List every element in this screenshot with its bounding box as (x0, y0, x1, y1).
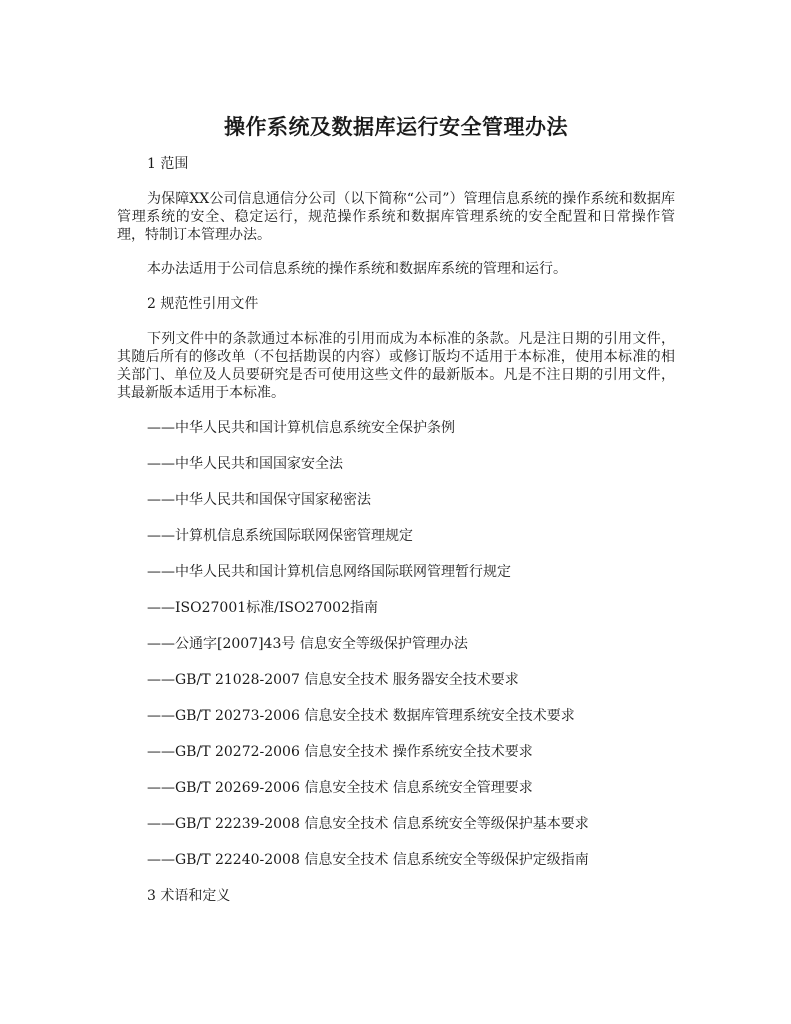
reference-item: ——GB/T 22240-2008 信息安全技术 信息系统安全等级保护定级指南 (147, 852, 589, 868)
reference-item: ——中华人民共和国计算机信息系统安全保护条例 (147, 420, 455, 436)
document-title: 操作系统及数据库运行安全管理办法 (224, 114, 568, 139)
reference-item: ——计算机信息系统国际联网保密管理规定 (147, 528, 413, 544)
reference-item: ——中华人民共和国计算机信息网络国际联网管理暂行规定 (147, 564, 511, 580)
reference-item: ——GB/T 20269-2006 信息安全技术 信息系统安全管理要求 (147, 780, 533, 796)
reference-item: ——中华人民共和国国家安全法 (147, 456, 343, 472)
section-2-heading: 2 规范性引用文件 (147, 296, 259, 312)
reference-list (117, 418, 675, 870)
section-1-paragraph-1: 为保障XX公司信息通信分公司（以下简称“公司”）管理信息系统的操作系统和数据库管理系统的安全、稳定运行，规范操作系统和数据库管理系统的安全配置和日常操作管理，特制订本管理办法。 (117, 191, 675, 243)
section-2-paragraph: 下列文件中的条款通过本标准的引用而成为本标准的条款。凡是注日期的引用文件，其随后所有的修改单（不包括勘误的内容）或修订版均不适用于本标准，使用本标准的相关部门、单位及人员要研究是否可使用这些文件的最新版本。凡是不注日期的引用文件，其最新版本适用于本标准。 (117, 331, 675, 401)
reference-item: ——GB/T 20273-2006 信息安全技术 数据库管理系统安全技术要求 (147, 708, 575, 724)
section-1-heading: 1 范围 (147, 156, 189, 172)
reference-item: ——GB/T 21028-2007 信息安全技术 服务器安全技术要求 (147, 672, 519, 688)
reference-item: ——GB/T 20272-2006 信息安全技术 操作系统安全技术要求 (147, 744, 533, 760)
reference-item: ——公通字[2007]43号 信息安全等级保护管理办法 (147, 636, 468, 652)
reference-item: ——GB/T 22239-2008 信息安全技术 信息系统安全等级保护基本要求 (147, 816, 589, 832)
reference-item: ——ISO27001标准/ISO27002指南 (147, 600, 378, 616)
section-1-paragraph-2: 本办法适用于公司信息系统的操作系统和数据库系统的管理和运行。 (147, 261, 567, 277)
reference-item: ——中华人民共和国保守国家秘密法 (147, 492, 371, 508)
section-3-heading: 3 术语和定义 (147, 888, 231, 904)
